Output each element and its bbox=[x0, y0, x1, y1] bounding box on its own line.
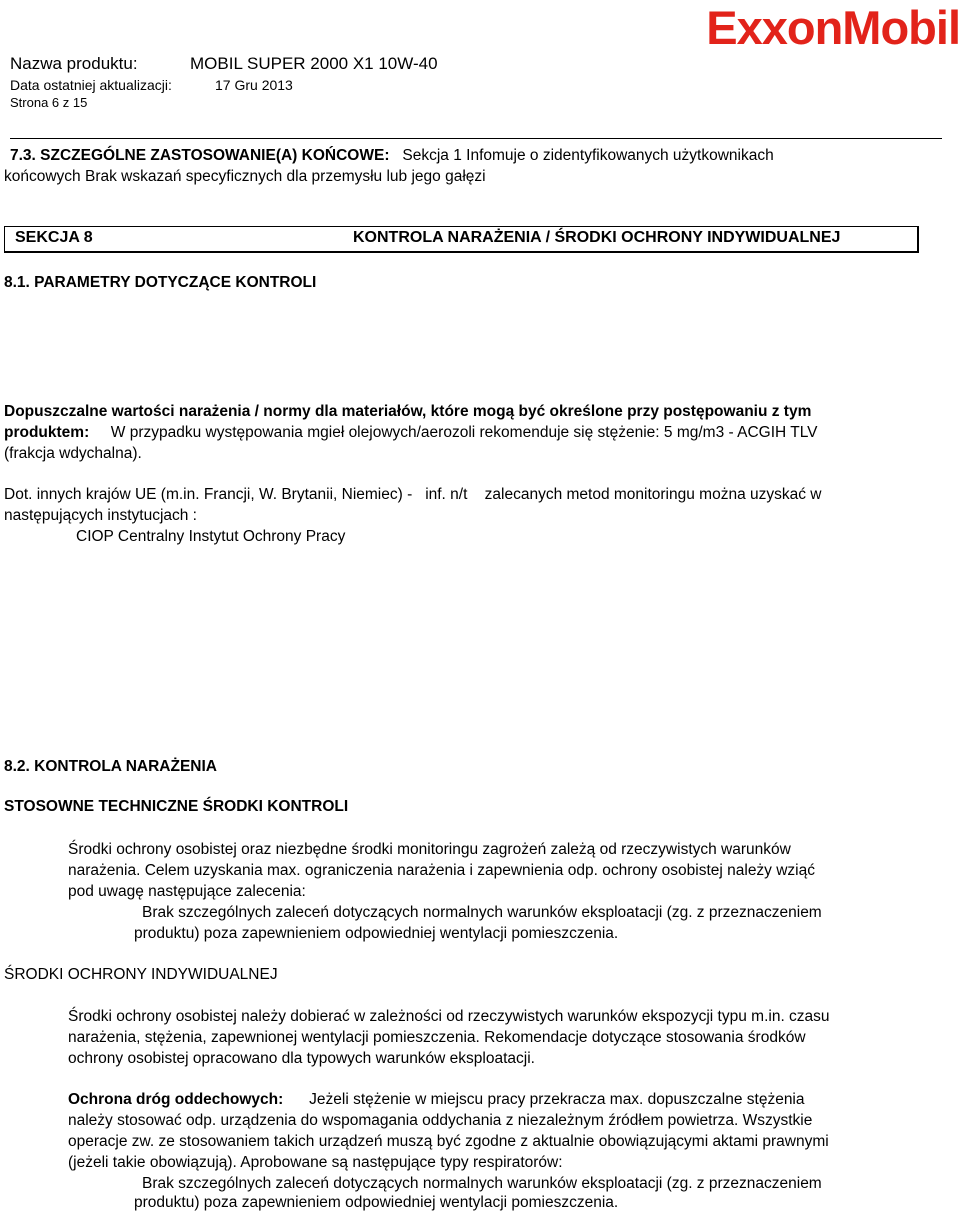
product-name-value: MOBIL SUPER 2000 X1 10W-40 bbox=[190, 54, 438, 73]
technical-controls-line4: Brak szczególnych zaleceń dotyczących normalnych warunków eksploatacji (zg. z przeznaczeniem bbox=[142, 904, 822, 921]
section-8-1-heading: 8.1. PARAMETRY DOTYCZĄCE KONTROLI bbox=[4, 274, 317, 291]
ppe-line3: ochrony osobistej opracowano dla typowych warunków eksploatacji. bbox=[68, 1050, 535, 1067]
respiratory-line3: operacje zw. ze stosowaniem takich urządzeń muszą być zgodne z aktualnie obowiązującymi aktami prawnymi bbox=[68, 1133, 829, 1150]
technical-controls-line5: produktu) poza zapewnieniem odpowiedniej wentylacji pomieszczenia. bbox=[134, 925, 619, 942]
product-name-label: Nazwa produktu: bbox=[10, 54, 138, 73]
exposure-limits-product-label: produktem: bbox=[4, 424, 90, 441]
eu-countries-text-c: zalecanych metod monitoringu można uzyskać w bbox=[484, 486, 822, 503]
institution-name: CIOP Centralny Instytut Ochrony Pracy bbox=[76, 528, 346, 545]
respiratory-line4: (jeżeli takie obowiązują). Aprobowane są następujące typy respiratorów: bbox=[68, 1154, 563, 1171]
respiratory-line6: produktu) poza zapewnieniem odpowiedniej wentylacji pomieszczenia. bbox=[134, 1194, 619, 1211]
ppe-line1: Środki ochrony osobistej należy dobierać w zależności od rzeczywistych warunków ekspozycji typu m.in. czasu bbox=[68, 1008, 830, 1025]
product-name-line bbox=[10, 54, 438, 74]
eu-countries-text-a: Dot. innych krajów UE (m.in. Francji, W. Brytanii, Niemiec) - bbox=[4, 486, 413, 503]
section-7-3-heading: 7.3. SZCZEGÓLNE ZASTOSOWANIE(A) KOŃCOWE: bbox=[10, 147, 390, 164]
respiratory-label: Ochrona dróg oddechowych: bbox=[68, 1091, 284, 1108]
eu-countries-line1 bbox=[4, 484, 822, 505]
respiratory-line2: należy stosować odp. urządzenia do wspomagania oddychania z niezależnym źródłem powietrza. Wszystkie bbox=[68, 1112, 813, 1129]
technical-controls-line3: pod uwagę następujące zalecenia: bbox=[68, 883, 306, 900]
eu-countries-line2: następujących instytucjach : bbox=[4, 507, 197, 524]
section-7-3-text2: końcowych Brak wskazań specyficznych dla przemysłu lub jego gałęzi bbox=[4, 168, 486, 185]
section-8-header-box bbox=[4, 226, 919, 253]
section-8-2-heading: 8.2. KONTROLA NARAŻENIA bbox=[4, 758, 217, 775]
ppe-line2: narażenia, stężenia, zapewnionej wentylacji pomieszczenia. Rekomendacje dotyczące stosowania środków bbox=[68, 1029, 806, 1046]
respiratory-line1 bbox=[68, 1089, 805, 1110]
ppe-heading: ŚRODKI OCHRONY INDYWIDUALNEJ bbox=[4, 966, 278, 983]
exposure-limits-text: W przypadku występowania mgieł olejowych/aerozoli rekomenduje się stężenie: 5 mg/m3 - ACGIH TLV bbox=[110, 424, 818, 441]
revision-date-label: Data ostatniej aktualizacji: bbox=[10, 77, 172, 93]
header-divider bbox=[10, 138, 942, 139]
section-8-title: KONTROLA NARAŻENIA / ŚRODKI OCHRONY INDYWIDUALNEJ bbox=[353, 229, 841, 246]
technical-controls-heading: STOSOWNE TECHNICZNE ŚRODKI KONTROLI bbox=[4, 798, 349, 815]
exposure-limits-heading: Dopuszczalne wartości narażenia / normy dla materiałów, które mogą być określone przy postępowaniu z tym bbox=[4, 403, 812, 420]
eu-countries-text-b: inf. n/t bbox=[425, 486, 468, 503]
page-number: Strona 6 z 15 bbox=[10, 95, 88, 110]
respiratory-line5: Brak szczególnych zaleceń dotyczących normalnych warunków eksploatacji (zg. z przeznaczeniem bbox=[142, 1175, 822, 1192]
revision-date-value: 17 Gru 2013 bbox=[215, 77, 293, 93]
technical-controls-line2: narażenia. Celem uzyskania max. ograniczenia narażenia i zapewnienia odp. ochrony osobistej należy wziąć bbox=[68, 862, 815, 879]
section-8-number: SEKCJA 8 bbox=[15, 229, 93, 246]
respiratory-text1: Jeżeli stężenie w miejscu pracy przekracza max. dopuszczalne stężenia bbox=[309, 1091, 805, 1108]
exposure-limits-line3: (frakcja wdychalna). bbox=[4, 445, 142, 462]
exposure-limits-line2 bbox=[4, 422, 818, 443]
section-7-3-text1: Sekcja 1 Infomuje o zidentyfikowanych użytkownikach bbox=[402, 147, 774, 164]
section-7-3-line1 bbox=[10, 145, 774, 166]
technical-controls-line1: Środki ochrony osobistej oraz niezbędne środki monitoringu zagrożeń zależą od rzeczywistych warunków bbox=[68, 841, 791, 858]
exxonmobil-logo: ExxonMobil bbox=[706, 1, 960, 54]
revision-date-line bbox=[10, 77, 293, 93]
